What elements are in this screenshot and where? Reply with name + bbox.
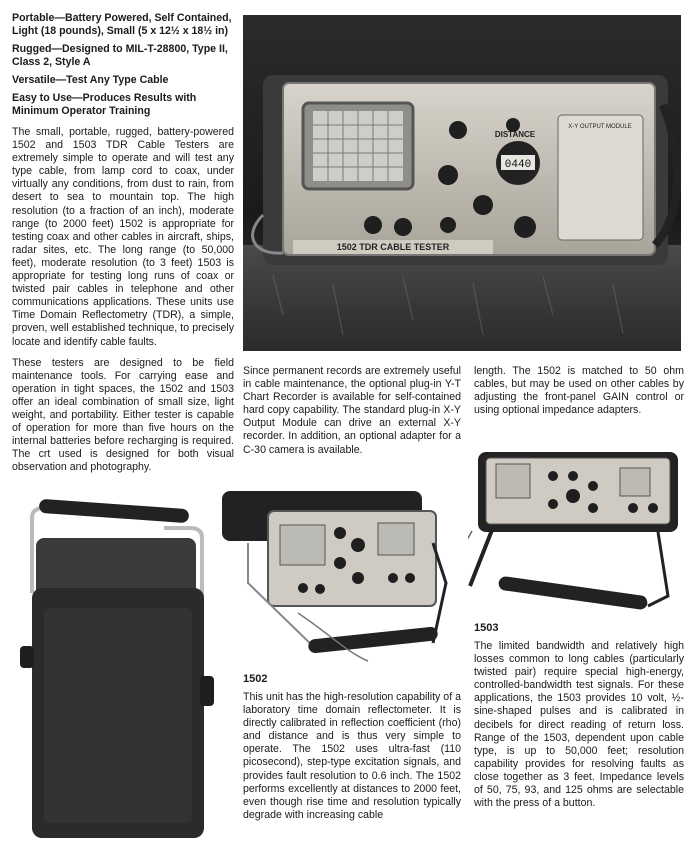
feature-versatile: Versatile—Test Any Type Cable: [12, 74, 169, 86]
feature-portable: Portable—Battery Powered, Self Contained, Light (18 pounds), Small (5 x 12½ x 18½ in): [12, 12, 232, 37]
panel-tag-1502: 1502 TDR CABLE TESTER: [336, 242, 450, 252]
tester-1503-graphic: [468, 446, 690, 618]
feature-easy: Easy to Use—Produces Results with Minimum Operator Training: [12, 92, 197, 117]
section-1503: [474, 622, 684, 810]
length-column: [474, 365, 684, 417]
tester-photo-graphic: [243, 15, 681, 351]
main-photo-tester-in-rain: [243, 15, 681, 351]
section-1502-title: 1502: [243, 673, 268, 685]
length-paragraph: length. The 1502 is matched to 50 ohm cables, but may be used on other cables by adjusting the front-panel GAIN control or using optional impedance adapters.: [474, 365, 684, 417]
tester-1502-photo: [218, 483, 466, 663]
records-column: [243, 365, 461, 457]
field-paragraph: These testers are designed to be field maintenance tools. For carrying ease and operation in tight spaces, the 1502 and 1503 offer an ideal combination of small size, light weight, and portability. Either tester is capable of operation for more than five hours on the internal batteries before recharging is required. The crt used is designed for both visual observation and photography.: [12, 356, 234, 474]
section-1502: [243, 673, 461, 822]
section-1503-text: The limited bandwidth and relatively high losses common to long cables (particularly twisted pair) require special high-energy, controlled-bandwidth test signals. For these applications, the 1503 provides 10 volt, ½-sine-shaped pulses and is calibrated in decibels for direct reading of return loss. Range of the 1503, dependent upon cable type, is up to 50,000 feet; resolution capability provides for resolving faults as close together as 3 feet. Impedance levels of 50, 75, 93, and 125 ohms are selectable with the press of a button.: [474, 640, 684, 810]
records-paragraph: Since permanent records are extremely useful in cable maintenance, the optional plug-in Y-T Chart Recorder is available for self-contained hard copy capability. The standard plug-in X-Y Output Module can drive an external X-Y recorder. In addition, an optional adapter for a C-30 camera is available.: [243, 365, 461, 456]
tester-1502-graphic: [218, 483, 466, 663]
section-1503-title: 1503: [474, 622, 499, 634]
distance-label: DISTANCE: [494, 130, 536, 139]
feature-rugged: Rugged—Designed to MIL-T-28800, Type II, Class 2, Style A: [12, 43, 228, 68]
section-1502-text: This unit has the high-resolution capability of a laboratory time domain reflectometer. It is directly calibrated in reflection coefficient (rho) and distance and is thus very simple to operate. The 1502 uses ultra-fast (110 picosecond), step-type excitation signals, and provides fault resolution to 0.6 inch. The 1502 performs excellently at distances to 2000 feet, even though rise time and resolution typically degrade with increasing cable: [243, 691, 461, 821]
left-column-text: [12, 126, 234, 474]
distance-readout: 0440: [504, 159, 532, 171]
tester-1503-photo: [468, 446, 690, 618]
xy-module-label: X-Y OUTPUT MODULE: [568, 124, 632, 130]
feature-list: [12, 12, 232, 123]
intro-paragraph: The small, portable, rugged, battery-powered 1502 and 1503 TDR Cable Testers are extremely simple to operate and will test any type cable, from lamp cord to coax, under virtually any conditions, from dust to rain, from desert to sea to mountain top. The high resolution (to a fraction of an inch), moderate range (to 2000 feet) 1502 is appropriate for testing coax and other cables in aircraft, ships, radar sites, etc. The long range (to 50,000 feet), moderate resolution (to 3 feet) 1503 is appropriate for testing long runs of coax or twisted pair cables in telephone and other communications applications. These units use Time Domain Reflectometry (TDR), a simple, proven, well established technique, to precisely locate and identify cable faults.: [12, 126, 234, 348]
closed-case-graphic: [14, 498, 214, 844]
closed-case-photo: [14, 498, 214, 844]
